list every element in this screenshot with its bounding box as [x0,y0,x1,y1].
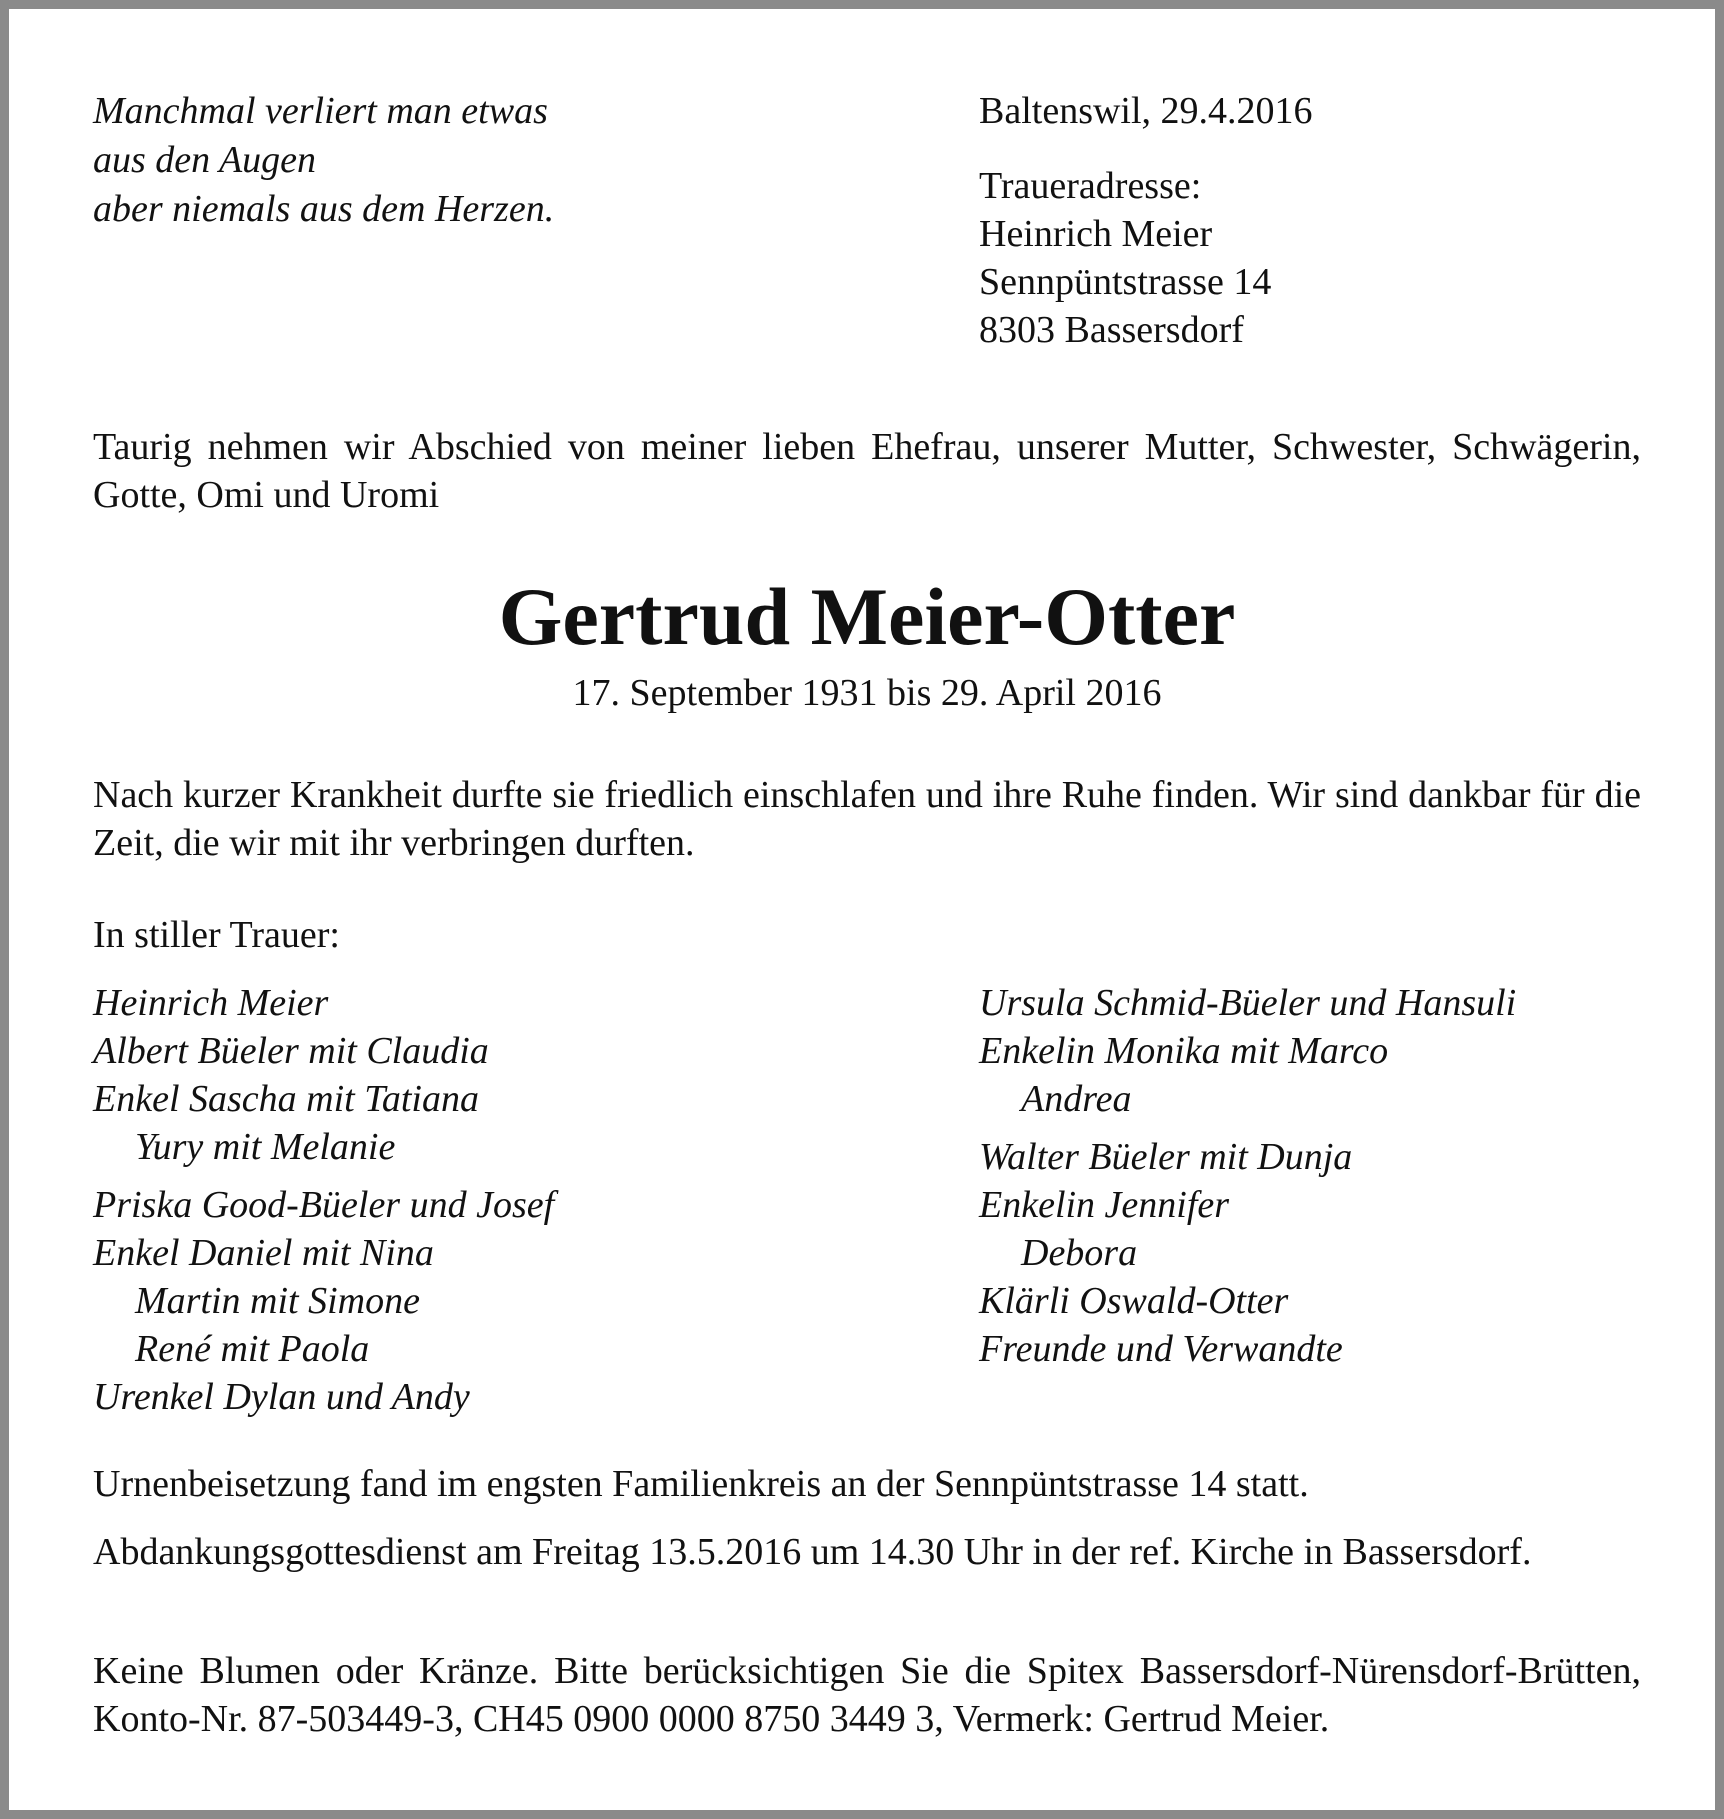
motto-line: aus den Augen [93,139,317,181]
mourners-right-column [979,979,1516,1373]
intro-text: Taurig nehmen wir Abschied von meiner lieben Ehefrau, unserer Mutter, Schwester, Schwägerin, Gotte, Omi und Uromi [93,426,1641,516]
illness-text: Nach kurzer Krankheit durfte sie friedlich einschlafen und ihre Ruhe finden. Wir sind dankbar für die Zeit, die wir mit ihr verbringen durften. [93,774,1641,864]
address-label: Traueradresse: [979,165,1202,207]
address-street: Sennpüntstrasse 14 [979,261,1272,303]
place-date: Baltenswil, 29.4.2016 [979,90,1313,132]
mourner-entry: Andrea [1021,1078,1132,1120]
mourning-address [979,162,1271,354]
mourner-entry: Walter Büeler mit Dunja [979,1136,1353,1178]
mourner-entry: Debora [1021,1232,1138,1274]
funeral-service-text: Abdankungsgottesdienst am Freitag 13.5.2016 um 14.30 Uhr in der ref. Kirche in Bassersdorf. [93,1531,1532,1573]
mourner-entry: Klärli Oswald-Otter [979,1280,1289,1322]
life-dates: 17. September 1931 bis 29. April 2016 [572,672,1162,714]
mourner-entry: Enkelin Monika mit Marco [979,1030,1389,1072]
mourner-entry: Enkelin Jennifer [979,1184,1230,1226]
address-name: Heinrich Meier [979,213,1213,255]
mourner-entry: Ursula Schmid-Büeler und Hansuli [979,982,1517,1024]
motto-line: Manchmal verliert man etwas [93,90,548,132]
obituary-page [9,9,1715,1810]
mourner-entry: Urenkel Dylan und Andy [93,1376,470,1418]
donation-text: Keine Blumen oder Kränze. Bitte berücksichtigen Sie die Spitex Bassersdorf-Nürensdorf-Brütten, Konto-Nr. 87-503449-3, CH45 0900 0000 8750 3449 3, Vermerk: Gertrud Meier. [93,1650,1641,1740]
mourner-entry: Yury mit Melanie [135,1126,396,1168]
motto-quote [93,87,554,234]
mourning-label: In stiller Trauer: [93,914,340,956]
urn-burial-text: Urnenbeisetzung fand im engsten Familienkreis an der Sennpüntstrasse 14 statt. [93,1463,1309,1505]
mourner-entry: Priska Good-Büeler und Josef [93,1184,555,1226]
mourners-left-column [93,979,554,1421]
motto-line: aber niemals aus dem Herzen. [93,188,555,230]
mourner-entry: Martin mit Simone [135,1280,420,1322]
mourner-entry: Enkel Sascha mit Tatiana [93,1078,479,1120]
deceased-name: Gertrud Meier-Otter [498,571,1236,662]
mourner-entry: Albert Büeler mit Claudia [93,1030,489,1072]
mourner-entry: Freunde und Verwandte [979,1328,1343,1370]
mourner-entry: Enkel Daniel mit Nina [93,1232,434,1274]
mourner-entry: Heinrich Meier [93,982,329,1024]
mourner-entry: René mit Paola [135,1328,370,1370]
address-city: 8303 Bassersdorf [979,309,1244,351]
